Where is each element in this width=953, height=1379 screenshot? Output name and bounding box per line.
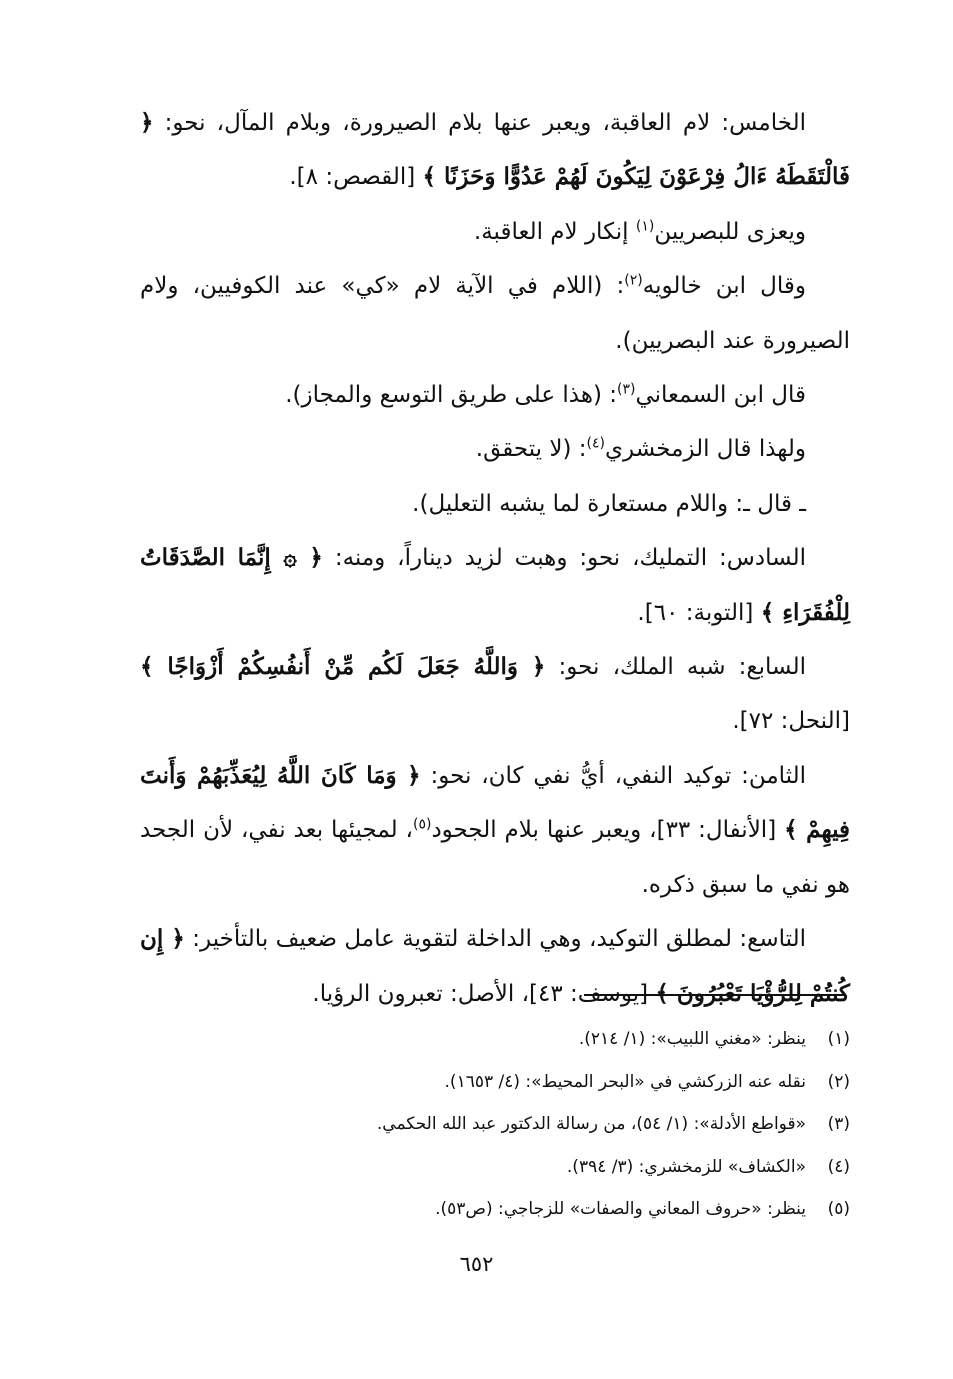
footnote-text: نقله عنه الزركشي في «البحر المحيط»: (٤/ ١٦٥٣). (444, 1071, 806, 1092)
footnote (140, 1061, 850, 1104)
footnote-number: (٤) (827, 1156, 850, 1177)
text-run: : (هذا على طريق التوسع والمجاز). (285, 382, 617, 409)
paragraph (140, 531, 850, 640)
footnote-number: (١) (827, 1029, 850, 1049)
paragraph (140, 640, 850, 749)
footnote-marker: (١) (635, 218, 655, 235)
paragraph (140, 96, 850, 205)
footnote-marker: (٢) (624, 272, 643, 289)
paragraph (140, 477, 850, 531)
text-run: إنكار لام العاقبة. (473, 218, 636, 245)
text-run: : (اللام في الآية لام «كي» عند الكوفيين، ولام الصيرورة عند البصريين). (140, 273, 850, 354)
text-run: ، لمجيئها بعد نفي، لأن الجحد هو نفي ما سبق ذكره. (140, 817, 850, 898)
text-run: ويعزى للبصريين (654, 218, 806, 245)
paragraph (140, 205, 850, 259)
quran-verse: ﴿ وَاللَّهُ جَعَلَ لَكُم مِّنْ أَنفُسِكُمْ أَزْوَاجًا ﴾ (140, 653, 546, 681)
text-run: ـ قال ـ: واللام مستعارة لما يشبه التعليل). (412, 490, 806, 517)
text-run: التاسع: لمطلق التوكيد، وهي الداخلة لتقوية عامل ضعيف بالتأخير: (184, 926, 807, 953)
text-run: [النحل: ٧٢]. (732, 708, 850, 735)
text-run: الثامن: توكيد النفي، أيُّ نفي كان، نحو: (420, 762, 806, 789)
footnote (140, 1018, 850, 1061)
paragraph (140, 259, 850, 368)
text-run: ولهذا قال الزمخشري (605, 436, 806, 463)
footnote-text: ينظر: «مغني اللبيب»: (١/ ٢١٤). (578, 1029, 806, 1049)
footnote-text: ينظر: «حروف المعاني والصفات» للزجاجي: (ص٥٣). (435, 1199, 806, 1219)
footnote-number: (٣) (827, 1114, 850, 1134)
quran-verse: ﴿ ۞ إِنَّمَا الصَّدَقَاتُ لِلْفُقَرَاءِ ﴾ (140, 544, 850, 626)
text-run: : (لا يتحقق. (475, 436, 587, 463)
footnotes (140, 1018, 850, 1231)
footnote-marker: (٣) (617, 381, 636, 398)
footnote-divider (584, 994, 846, 996)
footnote-marker: (٤) (586, 435, 606, 452)
text-run: وقال ابن خالويه (642, 273, 806, 300)
quran-verse: ﴿ وَمَا كَانَ اللَّهُ لِيُعَذِّبَهُمْ وَأَنتَ فِيهِمْ ﴾ (140, 761, 851, 844)
paragraph (140, 749, 850, 912)
text-run: السادس: التمليك، نحو: وهبت لزيد ديناراً، ومنه: (322, 545, 806, 572)
quran-verse: ﴿ إِن كُنتُمْ لِلرُّؤْيَا تَعْبُرُونَ ﴾ (140, 925, 850, 1007)
main-text (140, 96, 850, 1021)
paragraph (140, 368, 850, 422)
footnote-text: «الكشاف» للزمخشري: (٣/ ٣٩٤). (566, 1156, 806, 1177)
footnote-text: «قواطع الأدلة»: (١/ ٥٤)، من رسالة الدكتور عبد الله الحكمي. (376, 1114, 806, 1134)
text-run: [التوبة: ٦٠]. (637, 599, 761, 626)
footnote-marker: (٥) (412, 816, 432, 833)
paragraph (140, 912, 850, 1021)
text-run: السابع: شبه الملك، نحو: (545, 654, 806, 681)
text-run: الخامس: لام العاقبة، ويعبر عنها بلام الصيرورة، وبلام المآل، نحو: (153, 110, 806, 136)
footnote (140, 1103, 850, 1146)
text-run: [القصص: ٨]. (289, 164, 423, 191)
text-run: قال ابن السمعاني (635, 382, 806, 409)
text-run: [الأنفال: ٣٣]، ويعبر عنها بلام الجحود (431, 817, 785, 844)
quran-verse: ﴿ فَالْتَقَطَهُ ءَالُ فِرْعَوْنَ لِيَكُونَ لَهُمْ عَدُوًّا وَحَزَنًا ﴾ (140, 109, 850, 191)
text-run: [يوسف: ٤٣]، الأصل: تعبرون الرؤيا. (312, 980, 656, 1007)
footnote-number: (٢) (827, 1071, 850, 1092)
footnote-number: (٥) (827, 1199, 850, 1219)
footnote (140, 1146, 850, 1189)
footnote (140, 1188, 850, 1231)
page-number: ٦٥٢ (459, 1252, 494, 1276)
paragraph (140, 422, 850, 476)
